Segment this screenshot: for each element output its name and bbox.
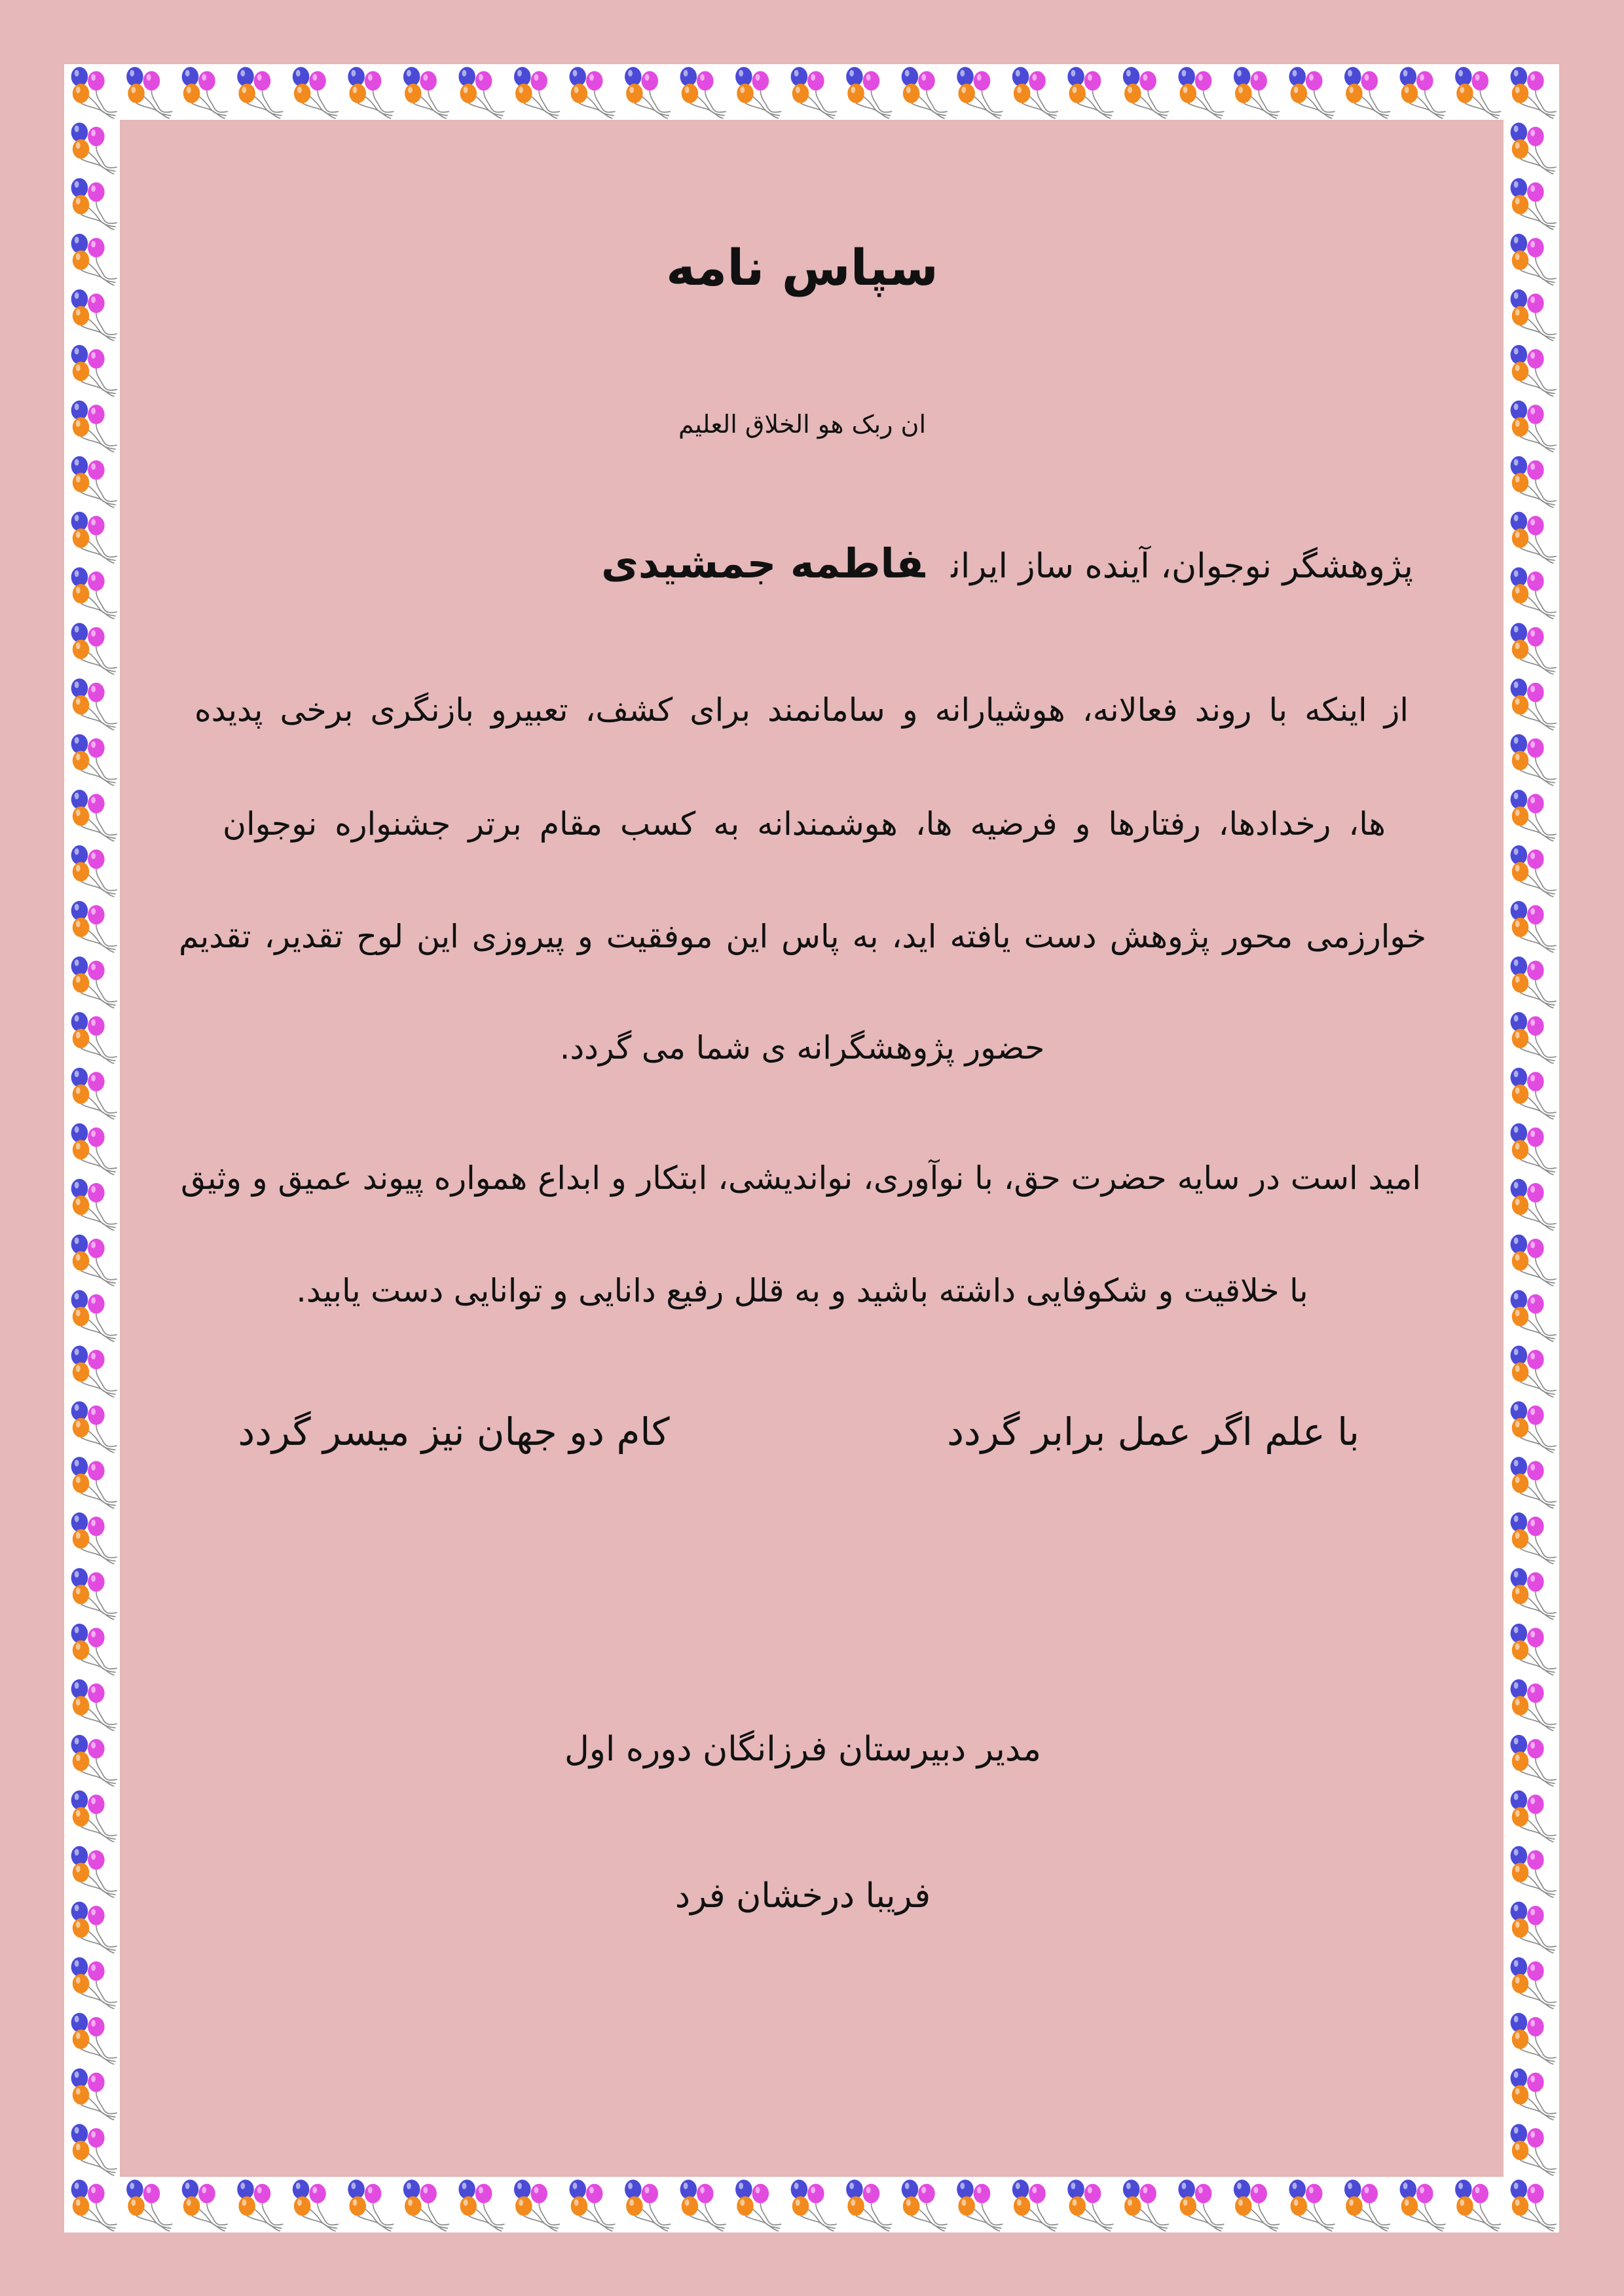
- paragraph-1-line: حضور پژوهشگرانه ی شما می گردد.: [559, 1029, 1045, 1066]
- paragraph-2-line: با خلاقیت و شکوفایی داشته باشید و به قلل رفیع دانایی و توانایی دست یابید.: [296, 1272, 1308, 1309]
- quran-verse: ان ربک هو الخلاق العلیم: [678, 410, 926, 439]
- poem-right-hemistich: با علم اگر عمل برابر گردد: [947, 1410, 1359, 1454]
- poem-left-hemistich: کام دو جهان نیز میسر گردد: [238, 1410, 670, 1454]
- recipient-title: پژوهشگر نوجوان، آینده ساز ایران: [951, 547, 1413, 586]
- paragraph-1-line: خوارزمی محور پژوهش دست یافته اید، به پاس این موفقیت و پیروزی این لوح تقدیر، تقدیم: [179, 918, 1426, 955]
- paragraph-1-line: ها، رخدادها، رفتارها و فرضیه ها، هوشمندانه به کسب مقام برتر جشنواره نوجوان: [223, 805, 1386, 843]
- recipient-line: [169, 524, 1413, 603]
- signatory-position: مدیر دبیرستان فرزانگان دوره اول: [564, 1730, 1042, 1769]
- paragraph-1-line: از اینکه با روند فعالانه، هوشیارانه و سامانمند برای کشف، تعبیرو بازنگری برخی پدیده: [194, 691, 1409, 729]
- paragraph-2-line: امید است در سایه حضرت حق، با نوآوری، نواندیشی، ابتکار و ابداع همواره پیوند عمیق و وثیق: [181, 1159, 1421, 1197]
- certificate-title: سپاس نامه: [666, 238, 938, 297]
- signatory-name: فریبا درخشان فرد: [674, 1876, 931, 1916]
- recipient-name: فاطمه جمشیدی: [601, 539, 925, 587]
